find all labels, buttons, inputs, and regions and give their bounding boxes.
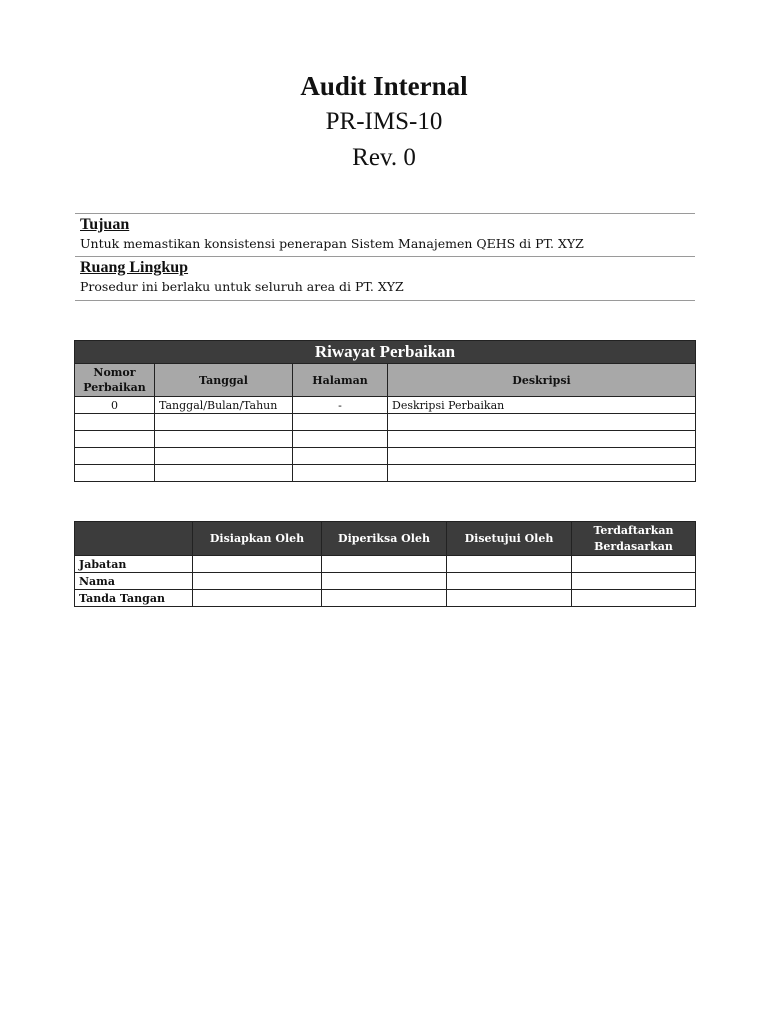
column-header-disetujui: Disetujui Oleh bbox=[447, 522, 572, 556]
table-cell bbox=[322, 590, 447, 607]
table-cell bbox=[322, 556, 447, 573]
table-cell bbox=[293, 414, 388, 431]
table-cell bbox=[388, 414, 696, 431]
table-cell bbox=[193, 573, 322, 590]
document-header bbox=[0, 68, 768, 176]
table-row bbox=[75, 556, 696, 573]
approval-table bbox=[74, 521, 696, 607]
revision-table-title: Riwayat Perbaikan bbox=[75, 341, 696, 364]
revision-history-table bbox=[74, 340, 696, 482]
table-cell bbox=[572, 573, 696, 590]
table-cell bbox=[572, 590, 696, 607]
document-title: Audit Internal bbox=[300, 71, 468, 101]
section-text-ruang-lingkup: Prosedur ini berlaku untuk seluruh area di PT. XYZ bbox=[80, 279, 404, 294]
table-cell: Deskripsi Perbaikan bbox=[388, 397, 696, 414]
table-cell bbox=[75, 448, 155, 465]
table-cell bbox=[322, 573, 447, 590]
table-row bbox=[75, 465, 696, 482]
table-cell bbox=[447, 556, 572, 573]
table-cell bbox=[193, 590, 322, 607]
row-label-jabatan: Jabatan bbox=[75, 556, 193, 573]
table-cell bbox=[155, 414, 293, 431]
table-cell bbox=[75, 431, 155, 448]
table-cell bbox=[388, 448, 696, 465]
table-cell bbox=[388, 465, 696, 482]
table-row bbox=[75, 590, 696, 607]
row-label-tanda-tangan: Tanda Tangan bbox=[75, 590, 193, 607]
table-cell bbox=[75, 465, 155, 482]
section-tujuan bbox=[75, 213, 695, 253]
column-header-diperiksa: Diperiksa Oleh bbox=[322, 522, 447, 556]
column-header-deskripsi: Deskripsi bbox=[388, 364, 696, 397]
document-code: PR-IMS-10 bbox=[325, 108, 443, 135]
table-cell bbox=[75, 414, 155, 431]
section-ruang-lingkup bbox=[75, 256, 695, 301]
table-cell bbox=[293, 448, 388, 465]
table-row bbox=[75, 397, 696, 414]
section-divider bbox=[75, 300, 695, 301]
column-header-tanggal: Tanggal bbox=[155, 364, 293, 397]
table-cell: 0 bbox=[75, 397, 155, 414]
table-cell bbox=[193, 556, 322, 573]
table-cell bbox=[155, 431, 293, 448]
table-cell bbox=[447, 573, 572, 590]
table-row bbox=[75, 573, 696, 590]
column-header-terdaftarkan: Terdaftarkan Berdasarkan bbox=[572, 522, 696, 556]
column-header-nomor: Nomor Perbaikan bbox=[75, 364, 155, 397]
document-revision: Rev. 0 bbox=[352, 144, 416, 171]
section-title-ruang-lingkup: Ruang Lingkup bbox=[80, 259, 189, 276]
table-cell: Tanggal/Bulan/Tahun bbox=[155, 397, 293, 414]
table-cell bbox=[388, 431, 696, 448]
table-cell: - bbox=[293, 397, 388, 414]
table-cell bbox=[293, 431, 388, 448]
section-title-tujuan: Tujuan bbox=[80, 216, 130, 233]
table-cell bbox=[155, 465, 293, 482]
table-cell bbox=[447, 590, 572, 607]
table-cell bbox=[572, 556, 696, 573]
section-text-tujuan: Untuk memastikan konsistensi penerapan Sistem Manajemen QEHS di PT. XYZ bbox=[80, 236, 584, 251]
row-label-nama: Nama bbox=[75, 573, 193, 590]
table-cell bbox=[293, 465, 388, 482]
table-row bbox=[75, 448, 696, 465]
column-header-disiapkan: Disiapkan Oleh bbox=[193, 522, 322, 556]
column-header-halaman: Halaman bbox=[293, 364, 388, 397]
table-row bbox=[75, 431, 696, 448]
table-cell bbox=[155, 448, 293, 465]
column-header-blank bbox=[75, 522, 193, 556]
table-row bbox=[75, 414, 696, 431]
